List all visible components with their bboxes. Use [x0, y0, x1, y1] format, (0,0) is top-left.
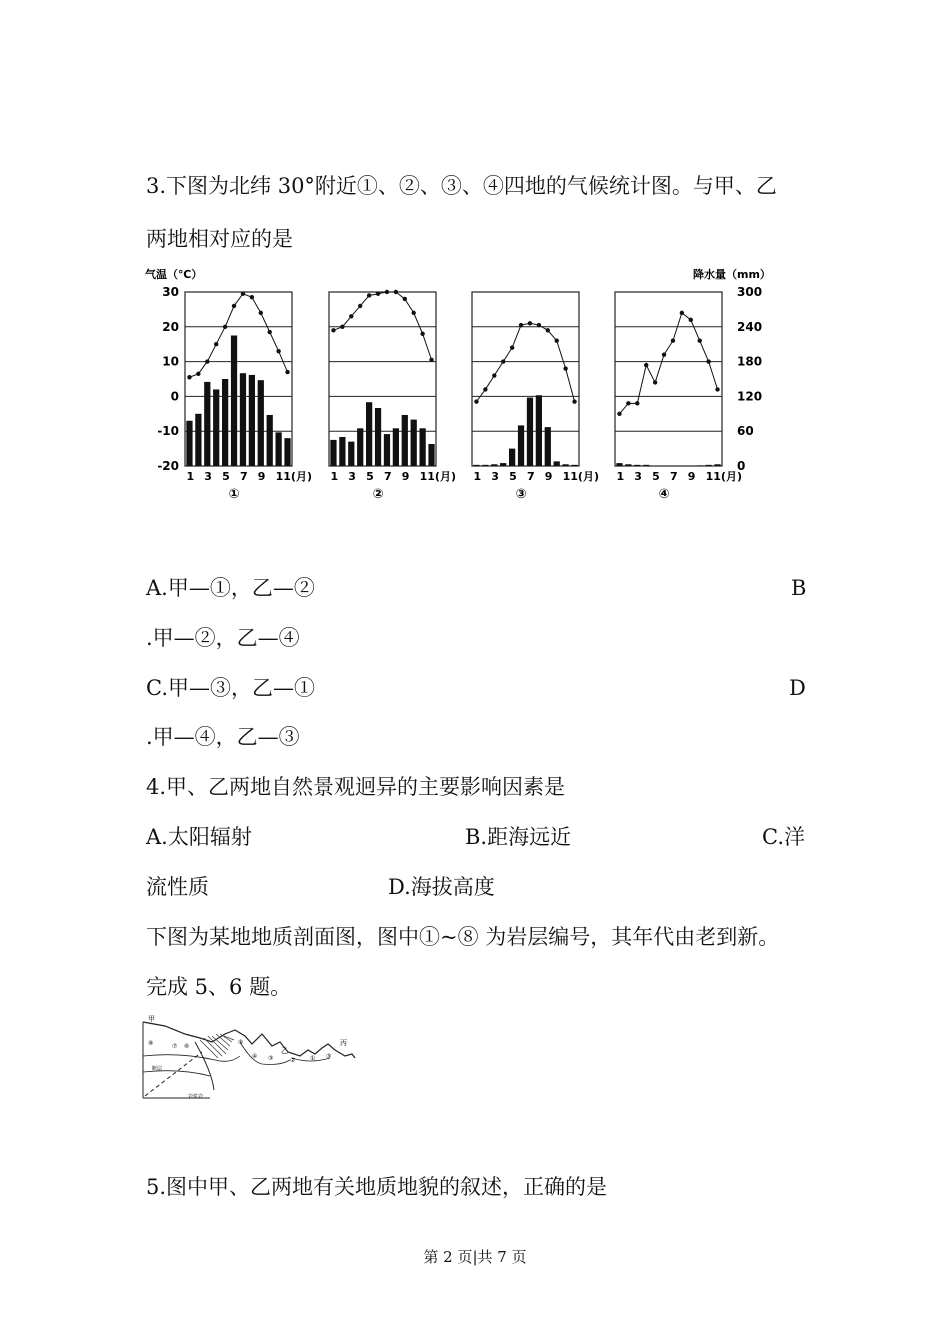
- temperature-point: [706, 359, 710, 363]
- precipitation-tick-label: 120: [737, 389, 763, 404]
- chart-panel-name: ③: [515, 487, 527, 502]
- temperature-point: [385, 290, 389, 294]
- month-tick-label: 3: [491, 470, 499, 483]
- precipitation-bar: [366, 402, 372, 466]
- temperature-point: [626, 401, 630, 405]
- precipitation-bar: [231, 336, 237, 467]
- month-tick-label: 1: [616, 470, 625, 483]
- temperature-point: [662, 352, 666, 356]
- temperature-line: [619, 313, 717, 414]
- q3-option-b-letter: B: [791, 576, 807, 600]
- intro56-line1: 下图为某地地质剖面图，图中①~⑧ 为岩层编号，其年代由老到新。: [146, 925, 780, 949]
- temperature-point: [492, 373, 496, 377]
- q3-option-a: A.甲—①，乙—②: [146, 576, 315, 600]
- q5-stem: 5.图中甲、乙两地有关地质地貌的叙述，正确的是: [146, 1175, 608, 1199]
- precipitation-bar: [339, 437, 345, 466]
- month-tick-label: 7: [669, 470, 678, 483]
- precipitation-bar: [643, 465, 649, 466]
- precipitation-bar: [249, 375, 255, 466]
- precipitation-bar: [402, 415, 408, 466]
- temperature-point: [644, 363, 648, 367]
- temperature-line: [333, 292, 431, 360]
- temperature-point: [653, 380, 657, 384]
- temperature-point: [403, 297, 407, 301]
- temperature-point: [528, 321, 532, 325]
- precipitation-bar: [411, 420, 417, 466]
- temperature-point: [680, 311, 684, 315]
- chart-panel-name: ①: [228, 487, 240, 502]
- precipitation-bar: [563, 464, 569, 466]
- temperature-line: [189, 294, 287, 378]
- temperature-tick-label: 20: [162, 319, 179, 334]
- geo-layer-label: ④: [252, 1053, 258, 1060]
- temperature-point: [689, 318, 693, 322]
- temperature-point: [715, 387, 719, 391]
- precipitation-bar: [348, 442, 354, 466]
- geo-label-jia: 甲: [148, 1015, 155, 1023]
- temperature-point: [555, 339, 559, 343]
- precipitation-bar: [518, 425, 524, 466]
- temperature-point: [698, 339, 702, 343]
- month-tick-label: 11(月): [562, 470, 599, 483]
- precipitation-tick-label: 240: [737, 319, 763, 334]
- temperature-point: [358, 304, 362, 308]
- chart-panel-frame: [472, 292, 579, 466]
- temperature-point: [367, 293, 371, 297]
- precipitation-bar: [375, 408, 381, 466]
- geo-layer-label: ③: [268, 1055, 274, 1062]
- q4-option-b: B.距海远近: [465, 825, 572, 849]
- chart-panel-frame: [615, 292, 722, 466]
- precipitation-bar: [714, 464, 720, 466]
- temperature-point: [394, 290, 398, 294]
- precipitation-bar: [195, 414, 201, 466]
- page-footer: 第 2 页|共 7 页: [423, 1248, 527, 1266]
- month-tick-label: 5: [222, 470, 230, 483]
- month-tick-label: 9: [544, 470, 553, 483]
- temperature-tick-label: -10: [157, 424, 179, 439]
- temperature-point: [546, 328, 550, 332]
- month-tick-label: 11(月): [275, 470, 312, 483]
- month-tick-label: 5: [652, 470, 660, 483]
- temperature-point: [617, 412, 621, 416]
- precipitation-bar: [634, 465, 640, 466]
- month-tick-label: 9: [401, 470, 410, 483]
- temperature-point: [483, 387, 487, 391]
- temperature-tick-label: -20: [157, 459, 179, 473]
- precipitation-bar: [625, 464, 631, 466]
- month-tick-label: 1: [330, 470, 339, 483]
- precipitation-bar: [384, 434, 390, 466]
- geo-layer-label: ⑧: [148, 1040, 154, 1047]
- temperature-point: [429, 358, 433, 362]
- month-tick-label: 3: [348, 470, 356, 483]
- month-tick-label: 9: [257, 470, 266, 483]
- precipitation-bar: [697, 465, 703, 466]
- temperature-point: [214, 342, 218, 346]
- precipitation-bar: [554, 461, 560, 466]
- precipitation-bar: [393, 428, 399, 466]
- precipitation-bar: [616, 463, 622, 466]
- temperature-point: [196, 372, 200, 376]
- temperature-point: [276, 349, 280, 353]
- q3-option-d-letter: D: [789, 676, 806, 700]
- chart-panel-name: ②: [372, 487, 384, 502]
- temperature-line: [476, 323, 574, 401]
- temperature-point: [250, 295, 254, 299]
- temperature-point: [519, 323, 523, 327]
- q4-stem: 4.甲、乙两地自然景观迥异的主要影响因素是: [146, 775, 566, 799]
- geo-layer-label: ⑤: [238, 1039, 244, 1046]
- geo-layer-label: ②: [290, 1057, 296, 1064]
- precipitation-bar: [706, 465, 712, 466]
- temperature-point: [232, 304, 236, 308]
- precipitation-bar: [284, 438, 290, 466]
- geologic-section-diagram: [140, 1012, 360, 1104]
- precipitation-bar: [267, 415, 273, 466]
- precipitation-bar: [428, 444, 434, 466]
- q4-option-d: D.海拔高度: [388, 875, 495, 899]
- month-tick-label: 1: [186, 470, 195, 483]
- month-tick-label: 11(月): [705, 470, 742, 483]
- temperature-point: [268, 330, 272, 334]
- q3-stem-line1: 3.下图为北纬 30°附近①、②、③、④四地的气候统计图。与甲、乙: [146, 174, 777, 198]
- q3-option-d: .甲—④，乙—③: [146, 725, 300, 749]
- temperature-point: [340, 325, 344, 329]
- temperature-point: [474, 399, 478, 403]
- precipitation-bar: [571, 465, 577, 466]
- climate-charts: [145, 262, 785, 512]
- q3-stem-line2: 两地相对应的是: [146, 227, 293, 251]
- month-tick-label: 11(月): [419, 470, 456, 483]
- temperature-point: [572, 399, 576, 403]
- month-tick-label: 3: [204, 470, 212, 483]
- geo-label-bing: 丙: [340, 1039, 347, 1047]
- temperature-point: [635, 401, 639, 405]
- precipitation-bar: [509, 449, 515, 466]
- precipitation-bar: [330, 440, 336, 466]
- precipitation-bar: [500, 463, 506, 466]
- temperature-point: [563, 366, 567, 370]
- month-tick-label: 3: [634, 470, 642, 483]
- precipitation-bar: [222, 379, 228, 466]
- precipitation-bar: [536, 395, 542, 466]
- month-tick-label: 7: [383, 470, 392, 483]
- precipitation-bar: [258, 380, 264, 466]
- temperature-point: [412, 311, 416, 315]
- temperature-point: [223, 325, 227, 329]
- precipitation-bar: [482, 465, 488, 466]
- precipitation-tick-label: 180: [737, 354, 763, 369]
- geo-layer-label: ③: [326, 1053, 332, 1060]
- geo-label-fault: 断层: [152, 1066, 163, 1072]
- temperature-point: [285, 370, 289, 374]
- geo-fault-line: [145, 1052, 202, 1096]
- temperature-tick-label: 30: [162, 285, 179, 299]
- temperature-point: [376, 292, 380, 296]
- precipitation-bar: [473, 465, 479, 466]
- chart-panel-name: ④: [658, 487, 670, 502]
- temperature-axis-label: 气温（℃）: [145, 268, 203, 281]
- geo-intrusion-hatching: [200, 1034, 234, 1058]
- temperature-point: [259, 311, 263, 315]
- temperature-point: [241, 292, 245, 296]
- month-tick-label: 7: [526, 470, 535, 483]
- q4-option-c-cont: 流性质: [146, 875, 209, 899]
- q3-option-c: C.甲—③，乙—①: [146, 676, 315, 700]
- geo-surface-profile: [143, 1022, 355, 1058]
- q3-option-b: .甲—②，乙—④: [146, 626, 300, 650]
- precipitation-bar: [240, 373, 246, 466]
- geo-layer-label: ⑦: [172, 1043, 178, 1050]
- temperature-point: [671, 339, 675, 343]
- precipitation-bar: [491, 464, 497, 466]
- temperature-tick-label: 10: [162, 354, 179, 369]
- precipitation-bar: [204, 382, 210, 466]
- precipitation-bar: [545, 427, 551, 466]
- precipitation-tick-label: 60: [737, 424, 754, 439]
- precipitation-bar: [420, 428, 426, 466]
- temperature-point: [420, 332, 424, 336]
- precipitation-bar: [527, 398, 533, 466]
- month-tick-label: 1: [473, 470, 482, 483]
- geo-intrusion-boundary: [195, 1042, 214, 1090]
- temperature-point: [331, 328, 335, 332]
- month-tick-label: 9: [687, 470, 696, 483]
- precipitation-bar: [186, 421, 192, 466]
- month-tick-label: 5: [366, 470, 374, 483]
- geo-label-rock: 岩浆岩: [188, 1094, 204, 1100]
- temperature-point: [349, 314, 353, 318]
- precipitation-tick-label: 0: [737, 459, 746, 473]
- temperature-point: [537, 323, 541, 327]
- precipitation-bar: [213, 389, 219, 466]
- precipitation-bar: [276, 432, 282, 466]
- temperature-tick-label: 0: [170, 389, 179, 404]
- geo-layer-label: ⑥: [184, 1043, 190, 1050]
- temperature-point: [501, 359, 505, 363]
- precipitation-bar: [357, 428, 363, 466]
- temperature-point: [187, 375, 191, 379]
- precipitation-tick-label: 300: [737, 285, 763, 299]
- temperature-point: [510, 345, 514, 349]
- geo-label-yi: 乙: [281, 1047, 288, 1055]
- q4-option-a: A.太阳辐射: [146, 825, 252, 849]
- temperature-point: [205, 359, 209, 363]
- month-tick-label: 7: [239, 470, 248, 483]
- geo-layer-label: ①: [310, 1055, 316, 1062]
- intro56-line2: 完成 5、6 题。: [146, 975, 292, 999]
- month-tick-label: 5: [509, 470, 517, 483]
- q4-option-c: C.洋: [762, 825, 805, 849]
- precipitation-axis-label: 降水量（mm）: [693, 268, 771, 281]
